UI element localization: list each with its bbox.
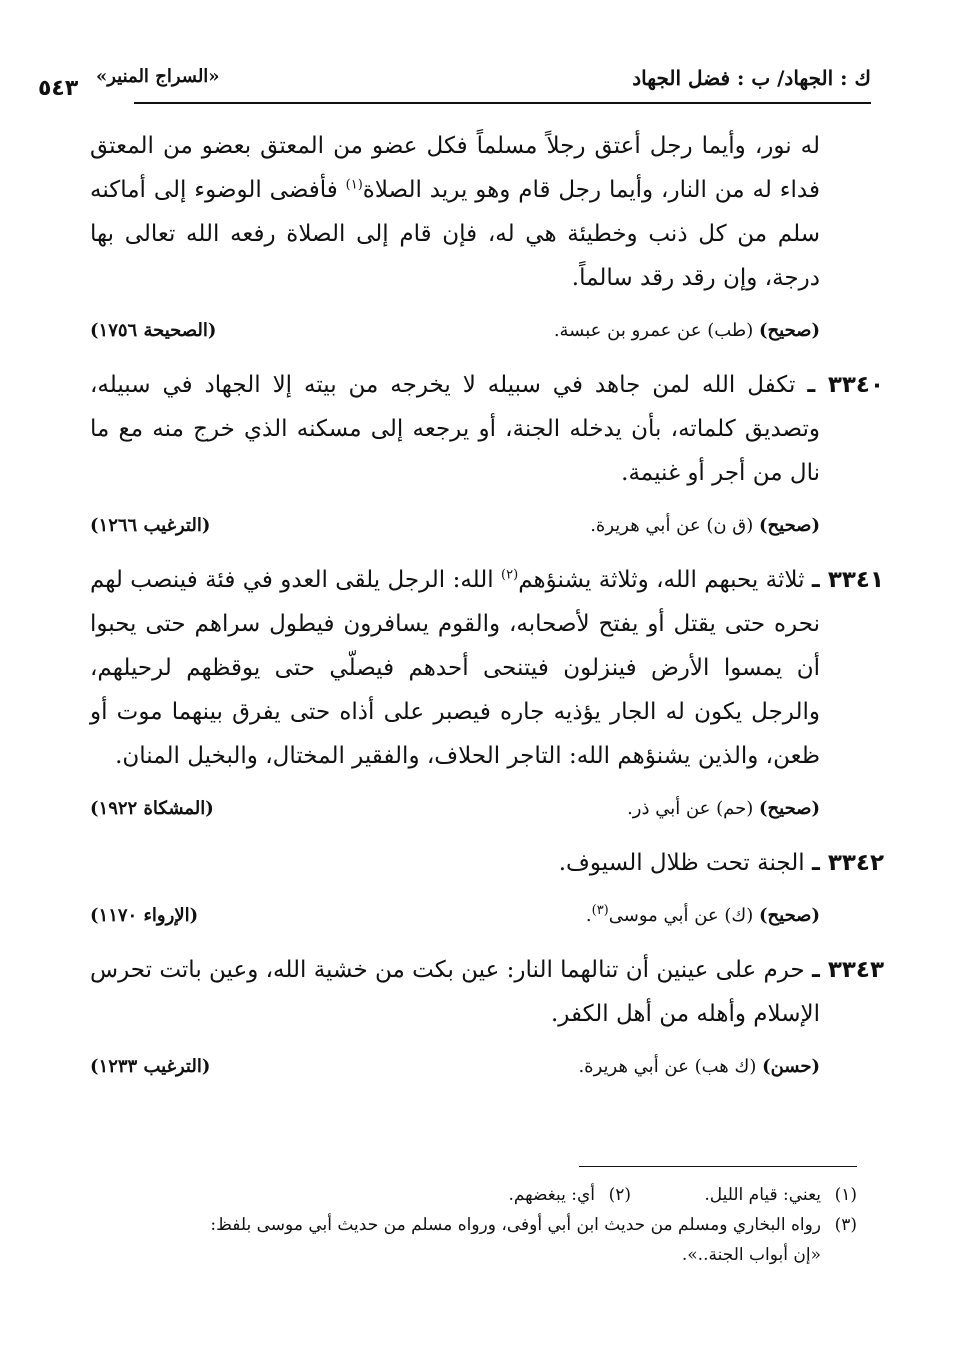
hadith-narrator: (طب) عن عمرو بن عبسة. [553,320,759,341]
hadith-grade: (صحيح) [759,320,820,341]
hadith-text [90,841,884,885]
hadith-number: ٣٣٤٢ ـ [811,850,884,876]
hadith-body: له نور، وأيما رجل أعتق رجلاً مسلماً فكل عضو من المعتق بعضو من المعتق فداء له من النار، وأيما رجل قام وهو يريد الصلاة [90,133,820,203]
hadith-narrator: (ق ن) عن أبي هريرة. [590,515,759,536]
footnote-row [100,1210,857,1240]
page-content [90,124,885,1099]
hadith-source [578,1056,820,1077]
footnote-mark: (١) [834,1185,857,1205]
hadith-text [90,558,885,778]
hadith-grade: (حسن) [762,1056,820,1077]
footnote-mark: (٣) [834,1215,857,1235]
page-header [38,62,871,106]
hadith-number: ٣٣٤٣ ـ [811,957,884,983]
hadith-source-line [90,798,820,819]
hadith-narrator: (ك هب) عن أبي هريرة. [578,1056,763,1077]
hadith-reference: (الصحيحة ١٧٥٦) [90,320,217,341]
hadith-text [90,948,884,1036]
hadith-source-line [90,905,820,926]
hadith-source [586,905,820,926]
hadith-body-cont: الله: الرجل يلقى العدو في فئة فينصب لهم نحره حتى يقتل أو يفتح لأصحابه، والقوم يسافرون فيطول سراهم حتى يحبوا أن يمسوا الأرض فينزلون فيتنحى أحدهم فيصلّي حتى يوقظهم لرحيلهم، والرجل يكون له الجار يؤذيه جاره فيصبر على أذاه حتى يفرق بينهما موت أو ظعن، والذين يشنؤهم الله: التاجر الحلاف، والفقير المختال، والبخيل المنان. [90,567,820,769]
footnote-text: أي: يبغضهم. [508,1185,595,1205]
hadith-source-line [90,515,820,536]
hadith-body: الجنة تحت ظلال السيوف. [558,850,812,876]
page-number: ٥٤٣ [38,76,79,101]
hadith-body: تكفل الله لمن جاهد في سبيله لا يخرجه من بيته إلا الجهاد في سبيله، وتصديق كلماته، بأن يدخله الجنة، أو يرجعه إلى مسكنه الذي خرج منه مع ما نال من أجر أو غنيمة. [90,372,820,486]
hadith-grade: (صحيح) [759,515,820,536]
footnote-rule [579,1166,857,1167]
footnote-text: يعني: قيام الليل. [704,1185,821,1205]
hadith-body: حرم على عينين أن تنالهما النار: عين بكت من خشية الله، وعين باتت تحرس الإسلام وأهله من أهل الكفر. [90,957,820,1027]
hadith-reference: (المشكاة ١٩٢٢) [90,798,214,819]
hadith-source [590,515,820,536]
footnote-text-cont: «إن أبواب الجنة..». [681,1245,821,1265]
hadith-grade: (صحيح) [759,905,820,926]
footnotes [100,1180,857,1270]
hadith-narrator: (حم) عن أبي ذر. [627,798,759,819]
hadith-text [90,124,820,300]
hadith-source [627,798,820,819]
hadith-text [90,363,884,495]
hadith-source-line [90,320,820,341]
hadith-body: ثلاثة يحبهم الله، وثلاثة يشنؤهم [518,567,812,593]
hadith-grade: (صحيح) [759,798,820,819]
hadith-reference: (الترغيب ١٢٦٦) [90,515,211,536]
hadith-number: ٣٣٤٠ ـ [807,372,884,398]
footnote-ref: (٢) [501,567,519,583]
hadith-reference: (الإرواء ١١٧٠) [90,905,199,926]
hadith-source-line [90,1056,820,1077]
footnote-row [100,1180,857,1210]
hadith-number: ٣٣٤١ ـ [811,567,885,593]
header-rule [134,102,871,104]
footnote-mark: (٢) [608,1185,631,1205]
hadith-narrator: (ك) عن أبي موسى [608,905,759,926]
hadith-reference: (الترغيب ١٢٣٣) [90,1056,211,1077]
hadith-source [554,320,820,341]
hadith-body-cont: فأفضى الوضوء إلى أماكنه سلم من كل ذنب وخطيئة هي له، فإن قام إلى الصلاة رفعه الله تعالى بها درجة، وإن رقد رقد سالماً. [90,177,820,291]
hadith-narrator-end: . [585,905,592,926]
footnote-ref: (١) [345,177,363,193]
book-title: «السراج المنير» [96,66,220,87]
chapter-heading: ك : الجهاد/ ب : فضل الجهاد [632,66,871,90]
footnote-ref: (٣) [591,903,609,918]
footnote-text: رواه البخاري ومسلم من حديث ابن أبي أوفى، ورواه مسلم من حديث أبي موسى بلفظ: [210,1215,821,1235]
